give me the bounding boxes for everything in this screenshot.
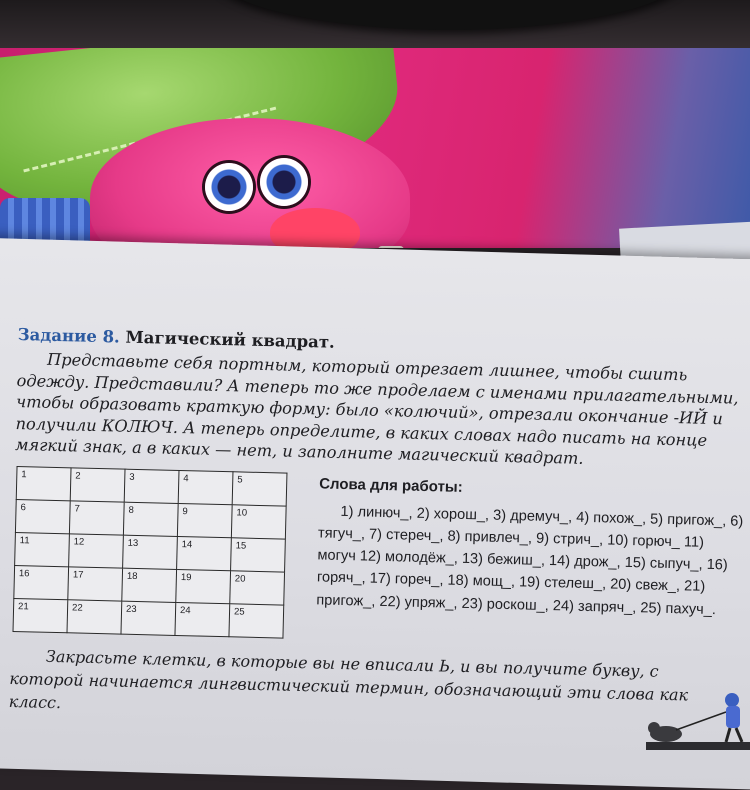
grid-cell[interactable]: 22 [67,599,122,633]
grid-cell[interactable]: 21 [13,598,68,632]
task-outro: Закрасьте клетки, в которые вы не вписали Ь, и вы получите букву, с которой начинается лингвистический термин, обозначающий эти слова как класс. [8,646,689,712]
cartoon-nose [270,208,360,248]
grid-cell[interactable]: 10 [231,504,286,538]
left-eye [205,163,253,211]
grid-cell[interactable]: 1 [16,466,71,500]
word-list [316,475,744,622]
grid-cell[interactable]: 6 [15,499,70,533]
grid-cell[interactable]: 3 [124,469,179,503]
right-eye [260,158,308,206]
grid-cell[interactable]: 23 [121,601,176,635]
dog-walker-illustration [646,690,750,750]
grid-cell[interactable]: 12 [69,533,124,567]
task-title: Магический квадрат. [125,327,336,352]
grid-cell[interactable]: 15 [231,537,286,571]
grid-cell[interactable]: 13 [123,535,178,569]
grid-cell[interactable]: 8 [123,502,178,536]
grid-cell[interactable]: 24 [175,602,230,636]
cartoon-illustration [0,48,750,248]
grid-cell[interactable]: 18 [122,568,177,602]
grid-cell[interactable]: 16 [14,565,69,599]
grid-cell[interactable]: 17 [68,566,123,600]
magic-square [13,466,288,639]
cartoon-tooth [378,246,404,248]
word-list-text: 1) линюч_, 2) хорош_, 3) дремуч_, 4) похож_, 5) пригож_, 6) тягуч_, 7) стереч_, 8) привлеч_, 9) стрич_, 10) горюч_ 11) могуч 12) молодёж_, 13) бежиш_, 14) дрож_, 15) сыпуч_, 16) горяч_, 17) гореч_, 18) мощ_, 19) стелеш_, 20) свеж_, 21) пригож_, 22) упряж_, 23) роскош_, 24) запряч_, 25) пахуч_. [316,503,744,618]
grid-cell[interactable]: 20 [230,570,285,604]
task-body [10,465,742,653]
task-intro: Представьте себя портным, который отрезает лишнее, чтобы сшить одежду. Представили? А теперь то же проделаем с именами прилагательными, чтобы образовать краткую форму: было «колючий», отрезали окончание -ИЙ и получили КОЛЮЧ. А теперь определите, в каких словах надо писать на конце мягкий знак, а в каких — нет, и заполните магический квадрат. [14,349,739,468]
grid-cell[interactable]: 19 [176,569,231,603]
grid-cell[interactable]: 4 [178,470,233,504]
grid-cell[interactable]: 5 [232,471,287,505]
grid-cell[interactable]: 2 [70,467,125,501]
grid-row [13,598,284,638]
grid-cell[interactable]: 9 [177,503,232,537]
grid-cell[interactable]: 14 [177,536,232,570]
grid-cell[interactable]: 11 [15,532,70,566]
grid-cell[interactable]: 7 [69,500,124,534]
grid-cell[interactable]: 25 [229,603,284,637]
task-content [9,325,746,730]
task-number: Задание 8. [17,325,121,347]
word-list-title: Слова для работы: [319,474,463,496]
